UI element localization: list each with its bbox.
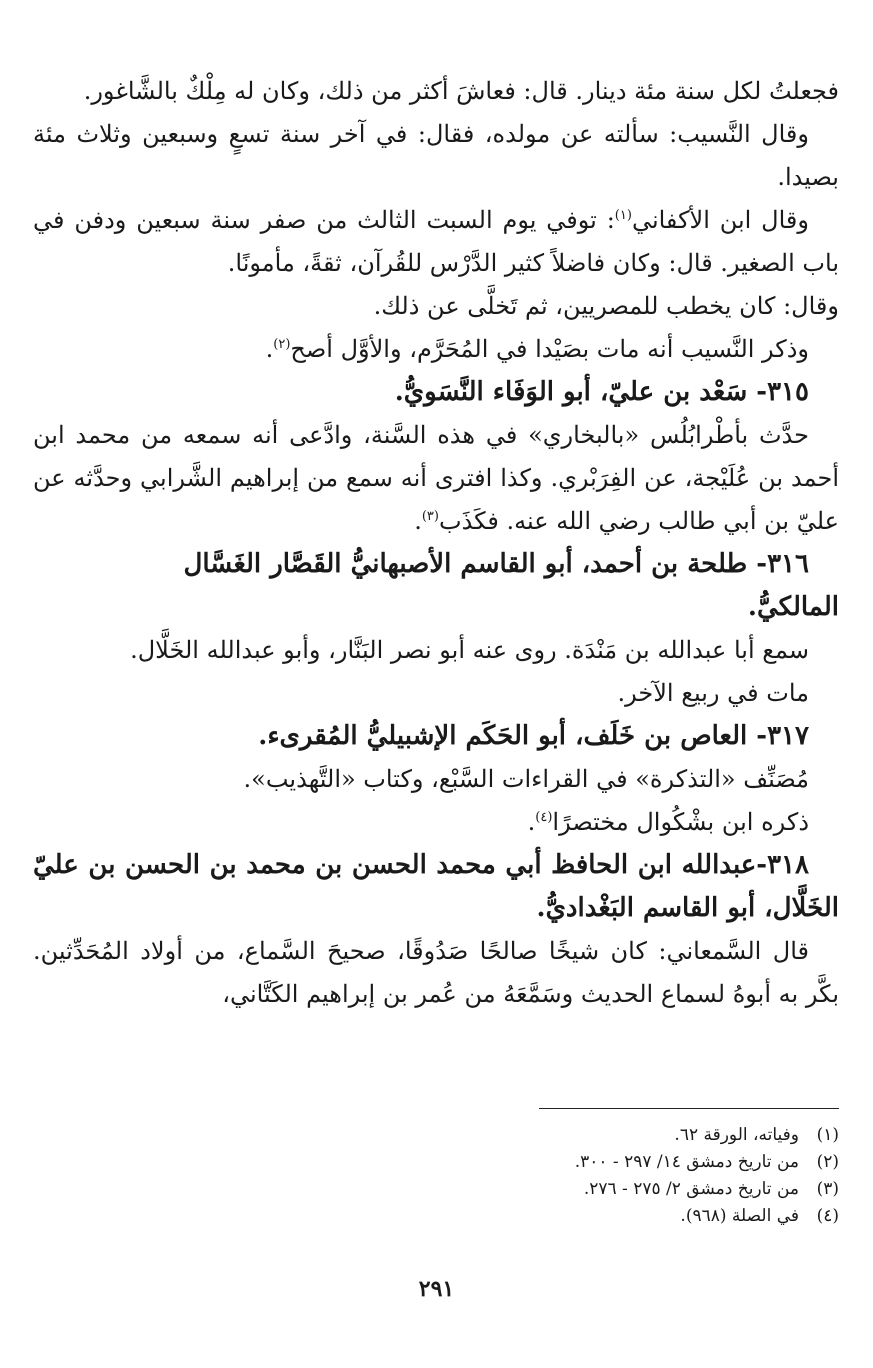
paragraph: قال السَّمعاني: كان شيخًا صالحًا صَدُوقًا، صحيحَ السَّماع، من أولاد المُحَدِّثين. بكَّر به أبوهُ لسماع الحديث وسَمَّعَهُ من عُمر بن إبراهيم الكَتَّاني، xyxy=(33,937,839,1008)
footnote-text: من تاريخ دمشق ٢/ ٢٧٥ - ٢٧٦. xyxy=(583,1179,799,1199)
paragraph xyxy=(33,801,839,844)
page-number: ٢٩١ xyxy=(418,1276,455,1302)
paragraph xyxy=(33,328,839,371)
paragraph-text: . xyxy=(414,507,422,535)
footnote-divider xyxy=(539,1108,839,1109)
footnote-number: (١) xyxy=(816,1125,839,1145)
paragraph-text: حدَّث بأطْرابُلُس «بالبخاري» في هذه السَّنة، وادَّعى أنه سمعه من محمد ابن أحمد بن عُلَيْجة، عن الفِرَبْري. وكذا افترى أنه سمع من إبراهيم الشَّرابي وحدَّثه عن عليّ بن أبي طالب رضي الله عنه. فكَذَب xyxy=(33,421,839,535)
footnote-text: من تاريخ دمشق ١٤/ ٢٩٧ - ٣٠٠. xyxy=(574,1152,799,1172)
paragraph: سمع أبا عبدالله بن مَنْدَة. روى عنه أبو نصر البَنَّار، وأبو عبدالله الخَلَّال. xyxy=(130,636,809,664)
entry-heading-315: ٣١٥- سَعْد بن عليّ، أبو الوَفَاء النَّسَويُّ. xyxy=(394,377,809,407)
footnote xyxy=(33,1122,839,1149)
paragraph-text: . xyxy=(527,808,536,836)
paragraph: مات في ربيع الآخر. xyxy=(617,679,809,707)
entry-heading-316: ٣١٦- طلحة بن أحمد، أبو القاسم الأصبهانيُّ القَصَّار الغَسَّال xyxy=(183,549,809,579)
paragraph-text: وقال ابن الأكفاني xyxy=(631,206,809,234)
entry-heading-317: ٣١٧- العاص بن خَلَف، أبو الحَكَم الإشبيليُّ المُقرىء. xyxy=(258,721,809,751)
paragraph-text: ذكره ابن بشْكُوال مختصرًا xyxy=(552,808,809,836)
paragraph-text: . xyxy=(265,335,274,363)
footnote-marker: (٤) xyxy=(535,810,553,825)
paragraph xyxy=(33,414,839,543)
paragraph xyxy=(33,199,839,285)
paragraph: مُصَنِّف «التذكرة» في القراءات السَّبْع، وكتاب «التَّهذيب». xyxy=(243,765,809,793)
footnote-marker: (١) xyxy=(614,208,632,223)
footnotes xyxy=(33,1122,839,1230)
footnote-number: (٣) xyxy=(816,1179,839,1199)
paragraph-text: وذكر النَّسيب أنه مات بصَيْدا في المُحَرَّم، والأوَّل أصح xyxy=(290,335,809,363)
footnote-marker: (٢) xyxy=(273,337,291,352)
main-text xyxy=(33,70,839,1016)
paragraph: فجعلتُ لكل سنة مئة دينار. قال: فعاشَ أكثر من ذلك، وكان له مِلْكٌ بالشَّاغور. xyxy=(83,77,839,105)
footnote-marker: (٣) xyxy=(421,509,439,524)
paragraph: وقال: كان يخطب للمصريين، ثم تَخلَّى عن ذلك. xyxy=(373,292,839,320)
footnote-text: وفياته، الورقة ٦٢. xyxy=(674,1125,799,1145)
paragraph: وقال النَّسيب: سألته عن مولده، فقال: في آخر سنة تسعٍ وسبعين وثلاث مئة بصيدا. xyxy=(33,120,839,191)
footnote-text: في الصلة (٩٦٨). xyxy=(680,1206,799,1226)
footnote xyxy=(33,1176,839,1203)
entry-heading-316-cont: المالكيُّ. xyxy=(747,592,839,622)
entry-heading-318: ٣١٨-عبدالله ابن الحافظ أبي محمد الحسن بن محمد بن الحسن بن عليّ الخَلَّال، أبو القاسم البَغْداديُّ. xyxy=(33,850,839,923)
footnote-number: (٤) xyxy=(816,1206,839,1226)
footnote xyxy=(33,1203,839,1230)
footnote xyxy=(33,1149,839,1176)
paragraph-text: : توفي يوم السبت الثالث من صفر سنة سبعين ودفن في باب الصغير. قال: وكان فاضلاً كثير الدَّرْس للقُرآن، ثقةً، مأمونًا. xyxy=(33,206,839,277)
footnote-number: (٢) xyxy=(816,1152,839,1172)
